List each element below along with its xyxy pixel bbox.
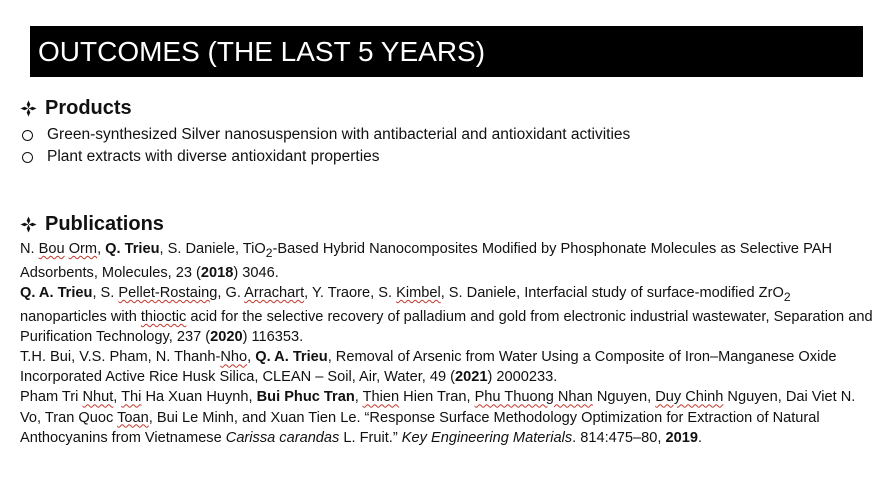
text-run: Hien Tran,	[399, 389, 475, 406]
subscript: 2	[265, 245, 273, 260]
text-run: Orm	[68, 241, 98, 257]
text-run: Thi	[121, 389, 142, 406]
list-item	[20, 124, 630, 146]
products-list	[20, 124, 630, 168]
circle-bullet-icon	[22, 130, 33, 141]
list-item-text: Plant extracts with diverse antioxidant properties	[47, 148, 380, 165]
products-heading	[20, 97, 132, 120]
author-highlight: Bui Phuc Tran	[256, 389, 355, 406]
text-run: Phu Thuong Nhan	[474, 389, 593, 406]
publication-year: 2019	[665, 429, 698, 446]
text-run: , S.	[92, 285, 119, 302]
publication-entry	[20, 283, 875, 347]
text-run: acid for the selective recovery of palladium and gold from electronic industrial wastewater, Separation and Purification Technology, 237 (	[20, 309, 873, 346]
list-item	[20, 146, 630, 168]
text-run: Kimbel	[396, 285, 441, 302]
author-highlight: Q. A. Trieu	[20, 285, 93, 302]
publications-list	[20, 239, 875, 448]
publication-entry	[20, 239, 875, 283]
author-highlight: Q. Trieu	[105, 241, 160, 257]
text-run: L. Fruit.”	[339, 429, 402, 446]
text-run: . 814:475–80,	[572, 429, 666, 446]
diamond-bullet-icon	[20, 100, 37, 117]
author-highlight: Q. A. Trieu	[255, 349, 328, 366]
text-run: ,	[354, 389, 363, 406]
text-run: Ha Xuan Huynh,	[141, 389, 257, 406]
circle-bullet-icon	[22, 152, 33, 163]
text-run: ,	[97, 241, 106, 257]
text-run: Toan	[117, 409, 149, 426]
text-run: N.	[20, 241, 39, 257]
text-run: thioctic	[140, 309, 187, 326]
text-run: Nhut	[82, 389, 114, 406]
text-run: , G.	[217, 285, 245, 302]
text-run: -Based Hybrid Nanocomposites Modified by Phosphonate Molecules as Selective PAH Adsorbents, Molecules, 23 (	[20, 241, 832, 281]
text-run: ,	[113, 389, 122, 406]
text-run: , Y. Traore, S.	[304, 285, 397, 302]
publication-year: 2018	[200, 265, 234, 281]
publication-year: 2020	[210, 329, 243, 346]
publication-year: 2021	[455, 369, 488, 386]
text-run: Nguyen, Dai Viet N. Vo, Tran Quoc	[20, 389, 856, 426]
text-run: Bou	[38, 241, 65, 257]
text-run: , Bui Le Minh, and Xuan Tien Le. “Response Surface Methodology Optimization for Extraction of Natural Anthocyanins from Vietnamese	[20, 409, 820, 446]
text-run: Arrachart	[244, 285, 305, 302]
journal-name: Key Engineering Materials	[401, 429, 573, 446]
diamond-bullet-icon	[20, 216, 37, 233]
text-run: Duy Chinh	[655, 389, 724, 406]
text-run: Pham Tri	[20, 389, 83, 406]
list-item-text: Green-synthesized Silver nanosuspension with antibacterial and antioxidant activities	[47, 126, 631, 143]
text-run: ,	[247, 349, 256, 366]
species-name: Carissa carandas	[225, 429, 340, 446]
text-run: Nho	[220, 349, 248, 366]
publications-heading-text: Publications	[45, 213, 164, 235]
text-run: Pellet-Rostaing	[118, 285, 218, 302]
products-heading-text: Products	[45, 97, 132, 119]
text-run: , Removal of Arsenic from Water Using a Composite of Iron–Manganese Oxide Incorporated Active Rice Husk Silica, CLEAN – Soil, Air, Water, 49 (	[20, 349, 837, 386]
publication-entry	[20, 387, 875, 447]
text-run: nanoparticles with	[20, 309, 141, 326]
text-run: , S. Daniele, Interfacial study of surface-modified ZrO	[440, 285, 784, 302]
text-run: Thien	[362, 389, 400, 406]
slide-title: OUTCOMES (THE LAST 5 YEARS)	[30, 26, 863, 77]
subscript: 2	[783, 290, 791, 304]
text-run: , S. Daniele, TiO	[159, 241, 266, 257]
text-run: .	[697, 429, 702, 446]
text-run: Nguyen,	[592, 389, 656, 406]
text-run: ) 116353.	[242, 329, 304, 346]
text-run: ) 3046.	[233, 265, 279, 281]
publication-entry	[20, 347, 875, 387]
text-run: ) 2000233.	[487, 369, 558, 386]
text-run: T.H. Bui, V.S. Pham, N. Thanh-	[20, 349, 221, 366]
publications-heading	[20, 213, 164, 236]
